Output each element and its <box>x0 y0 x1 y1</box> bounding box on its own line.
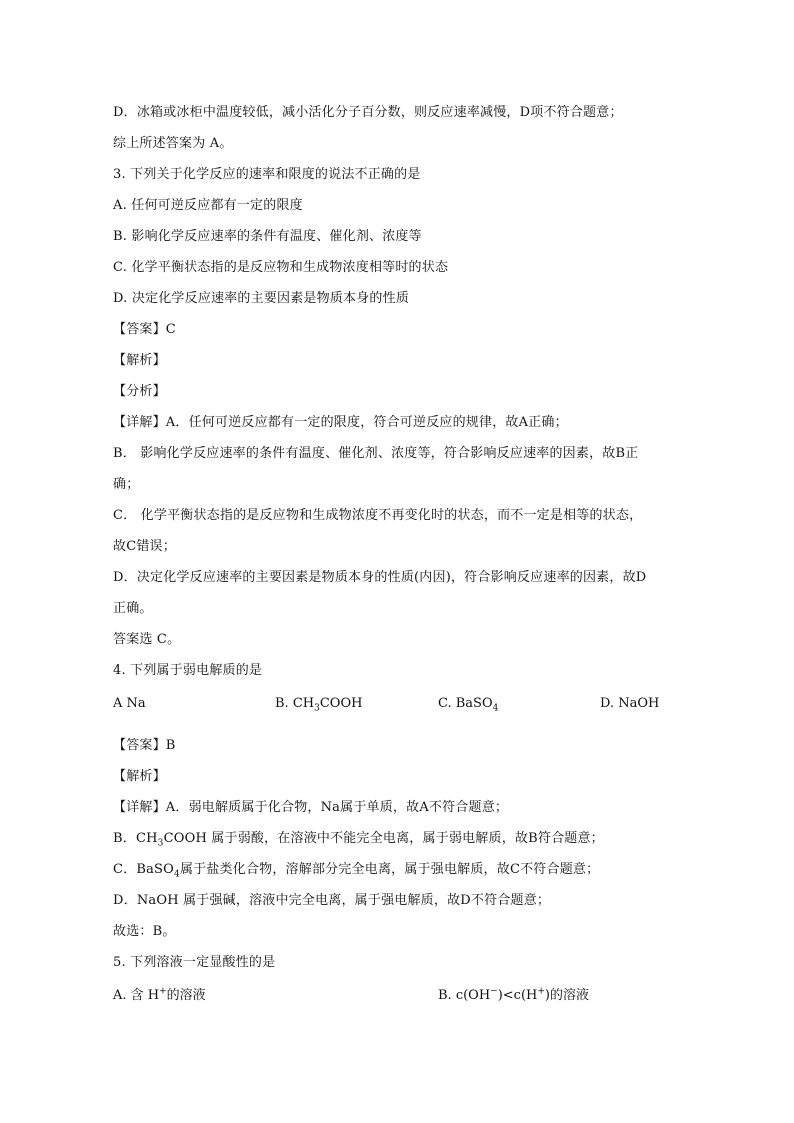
q3-option-b: B. 影响化学反应速率的条件有温度、催化剂、浓度等 <box>113 229 422 244</box>
q4-option-d: D. NaOH <box>600 696 660 711</box>
q3-fenxi-heading: 【分析】 <box>113 384 166 399</box>
q4-analysis-heading: 【解析】 <box>113 769 166 784</box>
q3-option-d: D. 决定化学反应速率的主要因素是物质本身的性质 <box>113 291 410 306</box>
q3-conclusion: 答案选 C。 <box>113 632 181 647</box>
question-3: 3. 下列关于化学反应的速率和限度的说法不正确的是 <box>113 167 421 182</box>
q3-option-a: A. 任何可逆反应都有一定的限度 <box>113 198 303 213</box>
q4-option-c: C. BaSO$_4$ <box>438 696 499 714</box>
q5-option-a: A. 含 H+的溶液 <box>113 986 206 1003</box>
q4-answer: 【答案】B <box>113 738 176 753</box>
q4-detail-c: C．BaSO$_4$属于盐类化合物，溶解部分完全电离，属于强电解质，故C不符合题意； <box>113 862 600 880</box>
q4-detail-a: 【详解】A．弱电解质属于化合物，Na属于单质，故A不符合题意； <box>113 800 509 815</box>
q3-detail-d-cont: 正确。 <box>113 601 153 616</box>
q4-option-a: A Na <box>113 696 146 711</box>
q3-detail-c-cont: 故C错误； <box>113 539 176 554</box>
question-4: 4. 下列属于弱电解质的是 <box>113 663 263 678</box>
q3-answer: 【答案】C <box>113 322 176 337</box>
question-5: 5. 下列溶液一定显酸性的是 <box>113 955 276 970</box>
q4-detail-b: B．$CH_3COOH$ 属于弱酸，在溶液中不能完全电离，属于弱电解质，故B符合题意； <box>113 831 604 849</box>
q3-analysis-heading: 【解析】 <box>113 353 166 368</box>
q3-detail-d: D．决定化学反应速率的主要因素是物质本身的性质(内因)，符合影响反应速率的因素，故D <box>113 570 647 585</box>
text-line: D．冰箱或冰柜中温度较低，减小活化分子百分数，则反应速率减慢，D项不符合题意； <box>113 105 623 120</box>
q3-detail-b-cont: 确； <box>113 477 140 492</box>
q3-option-c: C. 化学平衡状态指的是反应物和生成物浓度相等时的状态 <box>113 260 449 275</box>
q4-conclusion: 故选：B。 <box>113 924 176 939</box>
q3-detail-c: C． 化学平衡状态指的是反应物和生成物浓度不再变化时的状态，而不一定是相等的状态， <box>113 508 643 523</box>
q3-detail-a: 【详解】A．任何可逆反应都有一定的限度，符合可逆反应的规律，故A正确； <box>113 415 568 430</box>
q3-detail-b: B． 影响化学反应速率的条件有温度、催化剂、浓度等，符合影响反应速率的因素，故B正 <box>113 446 639 461</box>
q4-detail-d: D．NaOH 属于强碱，溶液中完全电离，属于强电解质，故D不符合题意； <box>113 893 551 908</box>
q4-option-b: B. $CH_3COOH$ <box>275 696 363 714</box>
text-line: 综上所述答案为 A。 <box>113 136 233 151</box>
q5-option-b: B. c(OH−)<c(H+)的溶液 <box>438 986 589 1003</box>
